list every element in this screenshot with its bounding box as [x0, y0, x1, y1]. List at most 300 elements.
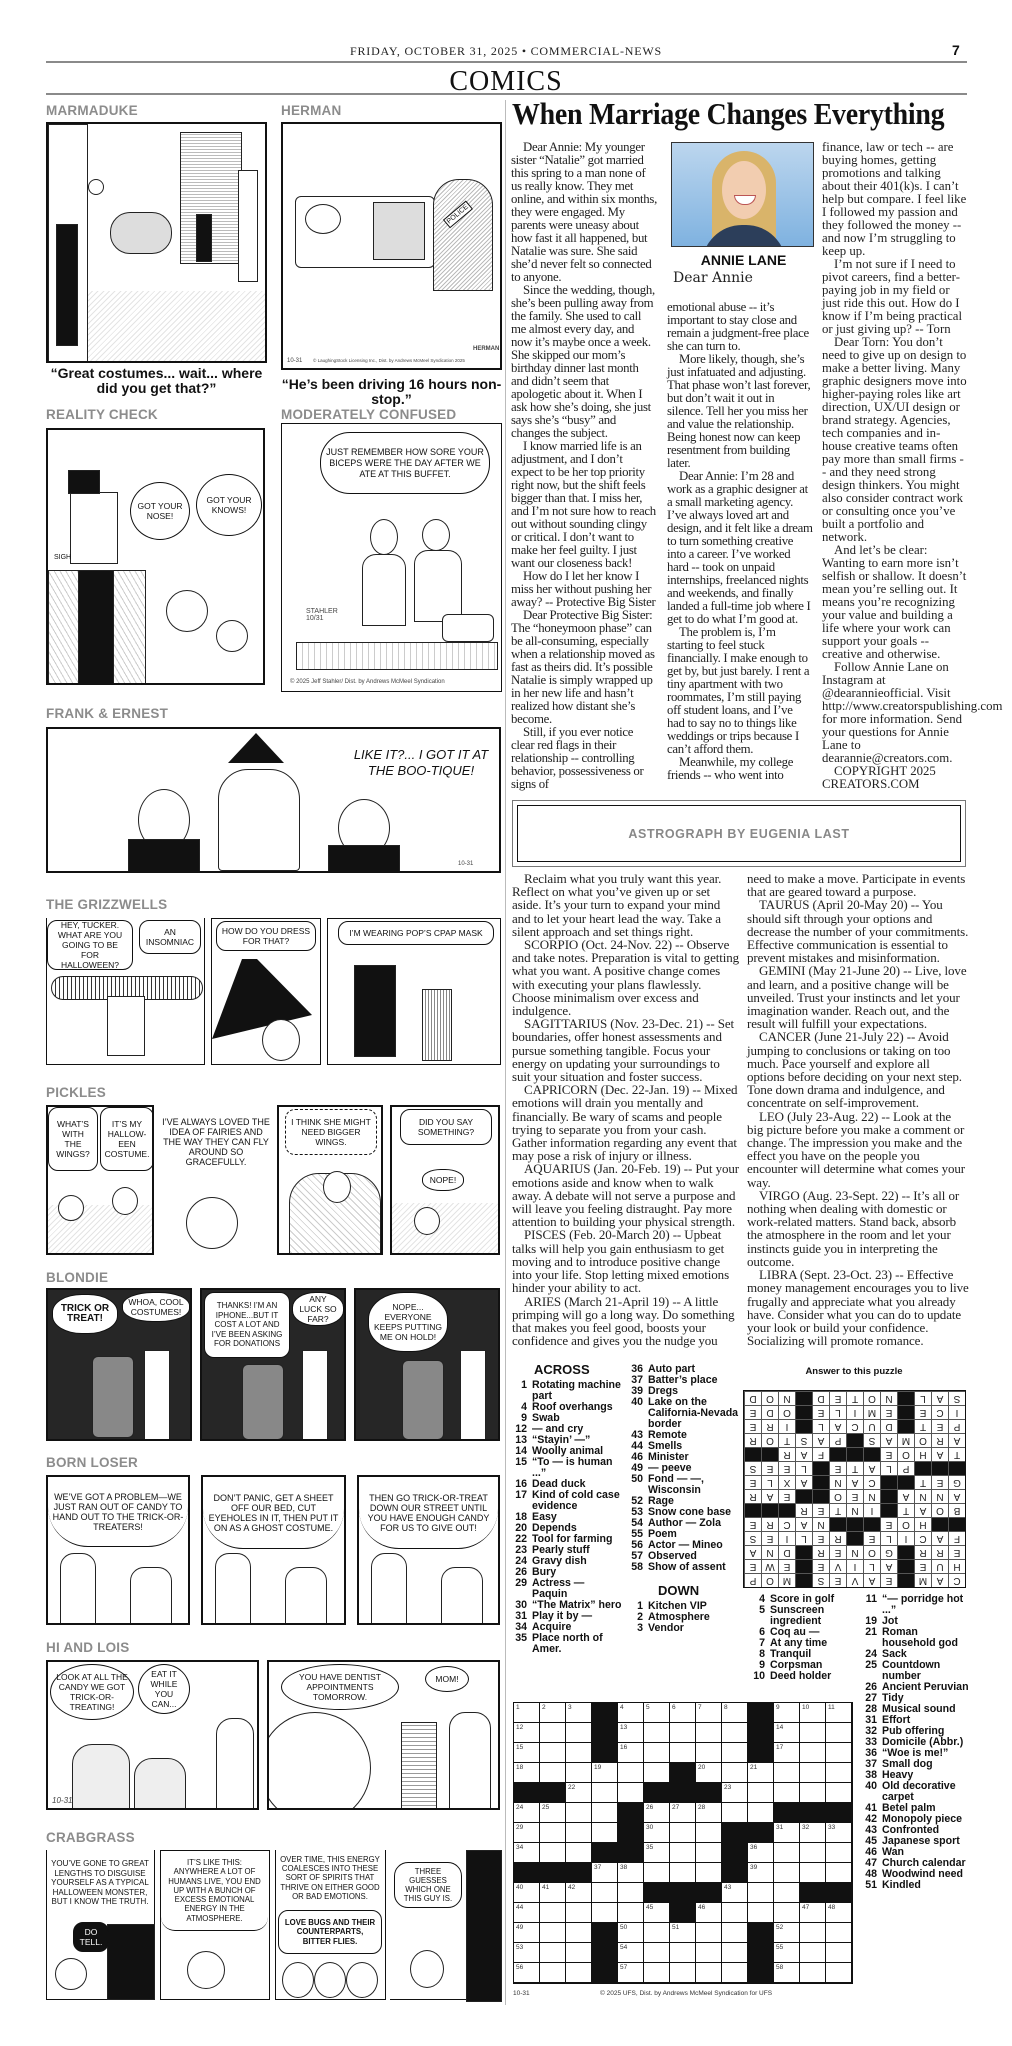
- grid-cell[interactable]: [618, 1883, 644, 1903]
- clue-number: 51: [865, 1879, 877, 1891]
- grid-cell[interactable]: [774, 1783, 800, 1803]
- grid-cell[interactable]: [696, 1803, 722, 1823]
- answer-letter: A: [897, 1489, 914, 1503]
- answer-block: [914, 1461, 931, 1475]
- grid-cell[interactable]: [722, 1963, 748, 1983]
- speech-text: LIKE IT?... I GOT IT AT THE BOO-TIQUE!: [353, 747, 489, 778]
- grid-cell[interactable]: [774, 1763, 800, 1783]
- grid-block: [800, 1883, 826, 1903]
- grid-cell[interactable]: [722, 1943, 748, 1963]
- speech-bubble: THEN GO TRICK-OR-TREAT DOWN OUR STREET UNTIL YOU HAVE ENOUGH CANDY FOR US TO GIVE OUT!: [359, 1477, 498, 1549]
- grid-cell[interactable]: [800, 1823, 826, 1843]
- clue-number: 29: [515, 1577, 527, 1589]
- clue-text: Sunscreen ingredient: [770, 1604, 825, 1627]
- grid-cell[interactable]: [722, 1743, 748, 1763]
- answer-letter: U: [931, 1559, 948, 1573]
- cell-number: 25: [542, 1804, 550, 1811]
- grid-cell[interactable]: [514, 1883, 540, 1903]
- answer-letter: O: [897, 1447, 914, 1461]
- clue-text: Score in golf: [770, 1593, 835, 1605]
- grid-cell[interactable]: [566, 1783, 592, 1803]
- grid-cell[interactable]: [722, 1723, 748, 1743]
- grid-cell[interactable]: [618, 1923, 644, 1943]
- grid-cell[interactable]: [540, 1803, 566, 1823]
- speech-bubble: LOVE BUGS AND THEIR COUNTERPARTS, BITTER FLIES.: [278, 1910, 382, 1954]
- grid-cell[interactable]: [566, 1763, 592, 1783]
- iphone-costume: [242, 1364, 284, 1440]
- answer-block: [795, 1391, 812, 1405]
- clue-number: 57: [631, 1550, 643, 1562]
- grid-cell[interactable]: [670, 1963, 696, 1983]
- grid-block: [592, 1743, 618, 1763]
- cell-number: 21: [750, 1764, 758, 1771]
- grid-cell[interactable]: [514, 1923, 540, 1943]
- clue-text: Rotating machine part: [532, 1379, 621, 1402]
- grid-cell[interactable]: [540, 1743, 566, 1763]
- header-rule: [46, 61, 967, 63]
- grid-cell[interactable]: [592, 1863, 618, 1883]
- earl-head: [323, 1171, 351, 1203]
- answer-letter: E: [812, 1531, 829, 1545]
- answer-letter: L: [829, 1405, 846, 1419]
- grid-cell[interactable]: [644, 1743, 670, 1763]
- answer-letter: P: [897, 1461, 914, 1475]
- grid-cell[interactable]: [540, 1823, 566, 1843]
- answer-letter: E: [744, 1559, 761, 1573]
- comic-title-pickles: PICKLES: [46, 1085, 106, 1100]
- grid-cell[interactable]: [540, 1723, 566, 1743]
- grid-cell[interactable]: [514, 1803, 540, 1823]
- answer-letter: E: [778, 1559, 795, 1573]
- grid-cell[interactable]: [722, 1763, 748, 1783]
- grid-block: [670, 1883, 696, 1903]
- clue-text: Roof overhangs: [532, 1401, 613, 1413]
- answer-letter: I: [778, 1531, 795, 1545]
- answer-letter: T: [829, 1503, 846, 1517]
- answer-letter: A: [812, 1433, 829, 1447]
- grid-cell[interactable]: [618, 1703, 644, 1723]
- clue-number: 58: [631, 1561, 643, 1573]
- grid-cell[interactable]: [566, 1883, 592, 1903]
- grid-cell[interactable]: [592, 1803, 618, 1823]
- cell-number: 45: [646, 1904, 654, 1911]
- paragraph: emotional abuse -- it’s important to stay close and remain a judgment-free place she can turn to.: [667, 300, 809, 353]
- grid-cell[interactable]: [826, 1703, 852, 1723]
- grid-cell[interactable]: [540, 1883, 566, 1903]
- grid-cell[interactable]: [722, 1923, 748, 1943]
- grid-cell[interactable]: [748, 1783, 774, 1803]
- wife-figure: [371, 1553, 407, 1625]
- grid-cell[interactable]: [722, 1783, 748, 1803]
- clue-text: Auto part: [648, 1363, 696, 1375]
- clue-number: 19: [865, 1615, 877, 1627]
- answer-letter: E: [829, 1461, 846, 1475]
- answer-block: [846, 1447, 863, 1461]
- clue-text: Swab: [532, 1412, 560, 1424]
- grid-cell[interactable]: [670, 1823, 696, 1843]
- grid-cell[interactable]: [670, 1723, 696, 1743]
- hi-and-lois-panel-2: [267, 1660, 500, 1810]
- grid-cell[interactable]: [748, 1863, 774, 1883]
- answer-letter: O: [863, 1545, 880, 1559]
- clue-number: 42: [865, 1813, 877, 1825]
- advice-column-2: [667, 301, 813, 782]
- grid-cell[interactable]: [514, 1763, 540, 1783]
- grid-cell[interactable]: [800, 1763, 826, 1783]
- answer-block: [880, 1475, 897, 1489]
- cell-number: 3: [568, 1704, 572, 1711]
- grid-cell[interactable]: [748, 1803, 774, 1823]
- answer-letter: C: [863, 1475, 880, 1489]
- speech-bubble: AN INSOMNIAC: [139, 920, 201, 954]
- cell-number: 6: [672, 1704, 676, 1711]
- answer-letter: E: [744, 1405, 761, 1419]
- answer-block: [795, 1405, 812, 1419]
- answer-block: [948, 1517, 965, 1531]
- grid-cell[interactable]: [722, 1903, 748, 1923]
- answer-block: [795, 1419, 812, 1433]
- grid-cell[interactable]: [800, 1863, 826, 1883]
- grid-cell[interactable]: [774, 1743, 800, 1763]
- dagwood-figure: [144, 1350, 170, 1441]
- grid-cell[interactable]: [566, 1843, 592, 1863]
- answer-letter: S: [863, 1433, 880, 1447]
- paragraph: VIRGO (Aug. 23-Sept. 22) -- It’s all or nothing when dealing with domestic or work-related matters. Stand back, absorb the atmosphere in the room and let your instincts guide you in interpreting the outcome.: [747, 1187, 960, 1269]
- date-line: FRIDAY, OCTOBER 31, 2025 • COMMERCIAL-NEWS: [350, 44, 662, 58]
- clue-text: Kind of cold case evidence: [532, 1489, 620, 1512]
- grid-cell[interactable]: [514, 1723, 540, 1743]
- cell-number: 1: [516, 1704, 520, 1711]
- cell-number: 22: [568, 1784, 576, 1791]
- grid-cell[interactable]: [826, 1903, 852, 1923]
- clue-text: Gravy dish: [532, 1555, 587, 1567]
- answer-letter: L: [761, 1475, 778, 1489]
- grid-cell[interactable]: [748, 1763, 774, 1783]
- grid-cell[interactable]: [540, 1763, 566, 1783]
- grid-cell[interactable]: [644, 1923, 670, 1943]
- grid-block: [670, 1903, 696, 1923]
- speech-bubble: WHAT’S WITH THE WINGS?: [48, 1107, 98, 1171]
- grid-cell[interactable]: [696, 1743, 722, 1763]
- grid-cell[interactable]: [774, 1923, 800, 1943]
- grid-cell[interactable]: [644, 1863, 670, 1883]
- grid-cell[interactable]: [774, 1823, 800, 1843]
- grid-cell[interactable]: [696, 1863, 722, 1883]
- brutus-figure: [130, 1567, 172, 1625]
- clue-text: Domicile (Abbr.): [882, 1736, 964, 1748]
- grid-cell[interactable]: [696, 1963, 722, 1983]
- grid-cell[interactable]: [696, 1903, 722, 1923]
- grid-cell[interactable]: [774, 1883, 800, 1903]
- answer-block: [897, 1545, 914, 1559]
- grid-cell[interactable]: [514, 1823, 540, 1843]
- grid-cell[interactable]: [566, 1823, 592, 1843]
- car-window: [373, 202, 425, 260]
- witch-figure: [196, 214, 212, 262]
- grid-cell[interactable]: [618, 1743, 644, 1763]
- grid-cell[interactable]: [696, 1823, 722, 1843]
- grid-cell[interactable]: [566, 1803, 592, 1823]
- monster-figure: [466, 1850, 502, 2002]
- speech-bubble: DON’T PANIC, GET A SHEET OFF OUR BED, CUT EYEHOLES IN IT, THEN PUT IT ON AS A GHOST COSTUME.: [203, 1477, 344, 1549]
- grid-cell[interactable]: [618, 1903, 644, 1923]
- clue-text: Bury: [532, 1566, 557, 1578]
- grid-cell[interactable]: [566, 1903, 592, 1923]
- thought-bubble: I THINK SHE MIGHT NEED BIGGER WINGS.: [285, 1109, 377, 1155]
- grid-cell[interactable]: [540, 1703, 566, 1723]
- grid-cell[interactable]: [722, 1803, 748, 1823]
- clue-text: Observed: [648, 1550, 697, 1562]
- cell-number: 37: [594, 1864, 602, 1871]
- grid-cell[interactable]: [774, 1863, 800, 1883]
- clue-number: 8: [759, 1648, 765, 1660]
- grid-cell[interactable]: [644, 1723, 670, 1743]
- kid2-head: [216, 620, 248, 652]
- answer-letter: E: [880, 1447, 897, 1461]
- grid-cell[interactable]: [566, 1923, 592, 1943]
- clue-text: Fond — —, Wisconsin: [648, 1473, 704, 1496]
- grid-cell[interactable]: [540, 1843, 566, 1863]
- cell-number: 2: [542, 1704, 546, 1711]
- grid-cell[interactable]: [800, 1703, 826, 1723]
- answer-letter: N: [914, 1489, 931, 1503]
- grid-cell[interactable]: [800, 1743, 826, 1763]
- grid-cell[interactable]: [748, 1843, 774, 1863]
- clue-number: 36: [865, 1747, 877, 1759]
- man-body: [414, 550, 462, 622]
- grid-cell[interactable]: [826, 1943, 852, 1963]
- grid-block: [748, 1943, 774, 1963]
- paragraph: The problem is, I’m starting to feel stuck financially. I make enough to get by, but just barely. I rent a tiny apartment with two roommates, I’m still paying off student loans, and I’ve had to say no to things like weddings or trips because I can’t afford them.: [667, 625, 810, 756]
- grid-cell[interactable]: [618, 1783, 644, 1803]
- grid-cell[interactable]: [800, 1963, 826, 1983]
- grid-cell[interactable]: [644, 1903, 670, 1923]
- answer-letter: R: [778, 1447, 795, 1461]
- clue-text: Minister: [648, 1451, 689, 1463]
- grid-cell[interactable]: [800, 1943, 826, 1963]
- grid-cell[interactable]: [618, 1863, 644, 1883]
- grid-cell[interactable]: [670, 1863, 696, 1883]
- cell-number: 49: [516, 1924, 524, 1931]
- answer-letter: O: [914, 1433, 931, 1447]
- blondie-panel-3: [354, 1288, 500, 1441]
- answer-letter: A: [863, 1573, 880, 1587]
- pickles-panel-1: [46, 1105, 154, 1255]
- grid-cell[interactable]: [566, 1743, 592, 1763]
- answer-letter: W: [761, 1559, 778, 1573]
- grid-cell[interactable]: [644, 1823, 670, 1843]
- grid-cell[interactable]: [670, 1803, 696, 1823]
- grid-cell[interactable]: [644, 1763, 670, 1783]
- answer-letter: A: [931, 1573, 948, 1587]
- answer-letter: A: [931, 1447, 948, 1461]
- grid-cell[interactable]: [826, 1963, 852, 1983]
- paragraph: Dear Annie: My younger sister “Natalie” got married this spring to a man none of us really know. They met online, and within six months, they were engaged. My parents were uneasy about how fast it all happened, but Natalie was sure. She said she’d never felt so connected to anyone.: [511, 140, 657, 284]
- clue-number: 34: [515, 1621, 527, 1633]
- grid-cell[interactable]: [670, 1943, 696, 1963]
- grid-cell[interactable]: [592, 1903, 618, 1923]
- grid-cell[interactable]: [592, 1783, 618, 1803]
- grid-cell[interactable]: [696, 1943, 722, 1963]
- grid-cell[interactable]: [618, 1723, 644, 1743]
- grid-cell[interactable]: [514, 1843, 540, 1863]
- answer-letter: A: [931, 1391, 948, 1405]
- grid-cell[interactable]: [826, 1723, 852, 1743]
- clue-number: 54: [631, 1517, 643, 1529]
- cell-number: 13: [620, 1724, 628, 1731]
- grid-cell[interactable]: [540, 1963, 566, 1983]
- speech-bubble: HEY, TUCKER. WHAT ARE YOU GOING TO BE FOR HALLOWEEN?: [47, 920, 133, 970]
- born-loser-panel-1: [46, 1475, 190, 1625]
- clue-number: 43: [631, 1429, 643, 1441]
- grid-cell[interactable]: [774, 1943, 800, 1963]
- cell-number: 34: [516, 1844, 524, 1851]
- speech-bubble: GOT YOUR NOSE!: [130, 482, 190, 540]
- grid-cell[interactable]: [774, 1903, 800, 1923]
- grid-cell[interactable]: [826, 1923, 852, 1943]
- grid-cell[interactable]: [514, 1963, 540, 1983]
- wizard-hat: [212, 959, 312, 1039]
- grid-cell[interactable]: [800, 1783, 826, 1803]
- grid-cell[interactable]: [514, 1703, 540, 1723]
- grid-cell[interactable]: [748, 1883, 774, 1903]
- grid-cell[interactable]: [722, 1703, 748, 1723]
- tree-house: [107, 996, 145, 1056]
- answer-letter: A: [744, 1545, 761, 1559]
- grid-block: [696, 1783, 722, 1803]
- grid-cell[interactable]: [566, 1703, 592, 1723]
- grid-cell[interactable]: [800, 1923, 826, 1943]
- grid-block: [748, 1823, 774, 1843]
- answer-letter: R: [744, 1489, 761, 1503]
- clue-text: Dregs: [648, 1385, 679, 1397]
- answer-letter: E: [846, 1489, 863, 1503]
- grid-cell[interactable]: [826, 1743, 852, 1763]
- grid-cell[interactable]: [566, 1963, 592, 1983]
- grid-cell[interactable]: [826, 1823, 852, 1843]
- answer-block: [931, 1517, 948, 1531]
- grid-cell[interactable]: [774, 1963, 800, 1983]
- grid-cell[interactable]: [800, 1903, 826, 1923]
- kid-head: [282, 1962, 314, 1998]
- grid-block: [826, 1883, 852, 1903]
- cell-number: 33: [828, 1824, 836, 1831]
- grid-cell[interactable]: [514, 1743, 540, 1763]
- grid-cell[interactable]: [696, 1923, 722, 1943]
- answer-letter: E: [778, 1489, 795, 1503]
- grid-cell[interactable]: [514, 1903, 540, 1923]
- answer-block: [880, 1503, 897, 1517]
- grid-cell[interactable]: [644, 1943, 670, 1963]
- clue-number: 17: [515, 1489, 527, 1501]
- woman-head: [370, 519, 398, 555]
- clue-text: Poem: [648, 1528, 677, 1540]
- grid-cell[interactable]: [774, 1723, 800, 1743]
- grid-cell[interactable]: [696, 1763, 722, 1783]
- grid-cell[interactable]: [748, 1903, 774, 1923]
- cell-number: 35: [646, 1844, 654, 1851]
- clue-number: 6: [759, 1626, 765, 1638]
- cell-number: 27: [672, 1804, 680, 1811]
- grid-cell[interactable]: [514, 1943, 540, 1963]
- grid-cell[interactable]: [618, 1763, 644, 1783]
- answer-letter: D: [812, 1391, 829, 1405]
- grid-cell[interactable]: [670, 1743, 696, 1763]
- grid-cell[interactable]: [540, 1943, 566, 1963]
- grid-cell[interactable]: [618, 1943, 644, 1963]
- clue-number: 39: [631, 1385, 643, 1397]
- grid-cell[interactable]: [592, 1823, 618, 1843]
- grid-cell[interactable]: [800, 1723, 826, 1743]
- speech-bubble: IT’S LIKE THIS: ANYWHERE A LOT OF HUMANS LIVE, YOU END UP WITH A BUNCH OF EXCESS EMOTIONAL ENERGY IN THE ATMOSPHERE.: [161, 1851, 268, 1931]
- ernest-body: [328, 845, 400, 873]
- clue: [858, 1880, 970, 1891]
- clue-text: Tranquil: [770, 1648, 812, 1660]
- grid-cell[interactable]: [618, 1963, 644, 1983]
- clue-text: — peeve: [648, 1462, 692, 1474]
- clue-text: Snow cone base: [648, 1506, 732, 1518]
- grid-cell[interactable]: [826, 1863, 852, 1883]
- clue-number: 52: [631, 1495, 643, 1507]
- down-clues-column-2: [858, 1594, 970, 1891]
- answer-block: [795, 1489, 812, 1503]
- answer-letter: O: [778, 1405, 795, 1419]
- answer-letter: F: [812, 1447, 829, 1461]
- grid-cell[interactable]: [592, 1883, 618, 1903]
- grid-cell[interactable]: [670, 1923, 696, 1943]
- answer-letter: I: [846, 1405, 863, 1419]
- crabgrass-panel-1: [46, 1850, 155, 2000]
- grid-cell[interactable]: [696, 1723, 722, 1743]
- grid-cell[interactable]: [592, 1763, 618, 1783]
- clue: [624, 1474, 741, 1496]
- grid-cell[interactable]: [644, 1803, 670, 1823]
- grid-cell[interactable]: [644, 1963, 670, 1983]
- answer-letter: R: [914, 1545, 931, 1559]
- answer-letter: E: [812, 1559, 829, 1573]
- answer-letter: O: [897, 1517, 914, 1531]
- grid-cell[interactable]: [540, 1903, 566, 1923]
- grid-cell[interactable]: [566, 1943, 592, 1963]
- grid-cell[interactable]: [774, 1703, 800, 1723]
- grid-cell[interactable]: [670, 1843, 696, 1863]
- grid-cell[interactable]: [826, 1843, 852, 1863]
- clue-text: Batter’s place: [648, 1374, 718, 1386]
- grid-cell[interactable]: [722, 1883, 748, 1903]
- cell-number: 28: [698, 1804, 706, 1811]
- grid-cell[interactable]: [670, 1703, 696, 1723]
- grid-cell[interactable]: [644, 1703, 670, 1723]
- paragraph: Meanwhile, my college friends -- who went into: [667, 755, 794, 782]
- grid-cell[interactable]: [826, 1763, 852, 1783]
- hi-and-lois-date: 10-31: [52, 1796, 73, 1805]
- grid-cell[interactable]: [644, 1843, 670, 1863]
- grid-cell[interactable]: [696, 1703, 722, 1723]
- grid-cell[interactable]: [540, 1923, 566, 1943]
- grid-cell[interactable]: [774, 1843, 800, 1863]
- grid-cell[interactable]: [566, 1723, 592, 1743]
- grid-block: [644, 1883, 670, 1903]
- clue-number: 9: [759, 1659, 765, 1671]
- clue-text: Rage: [648, 1495, 674, 1507]
- grid-cell[interactable]: [696, 1843, 722, 1863]
- clue-text: Pub offering: [882, 1725, 945, 1737]
- answer-block: [880, 1489, 897, 1503]
- grid-cell[interactable]: [826, 1783, 852, 1803]
- grid-cell[interactable]: [800, 1843, 826, 1863]
- speech-bubble: GOT YOUR KNOWS!: [196, 474, 262, 536]
- speech-bubble: ANY LUCK SO FAR?: [292, 1292, 344, 1326]
